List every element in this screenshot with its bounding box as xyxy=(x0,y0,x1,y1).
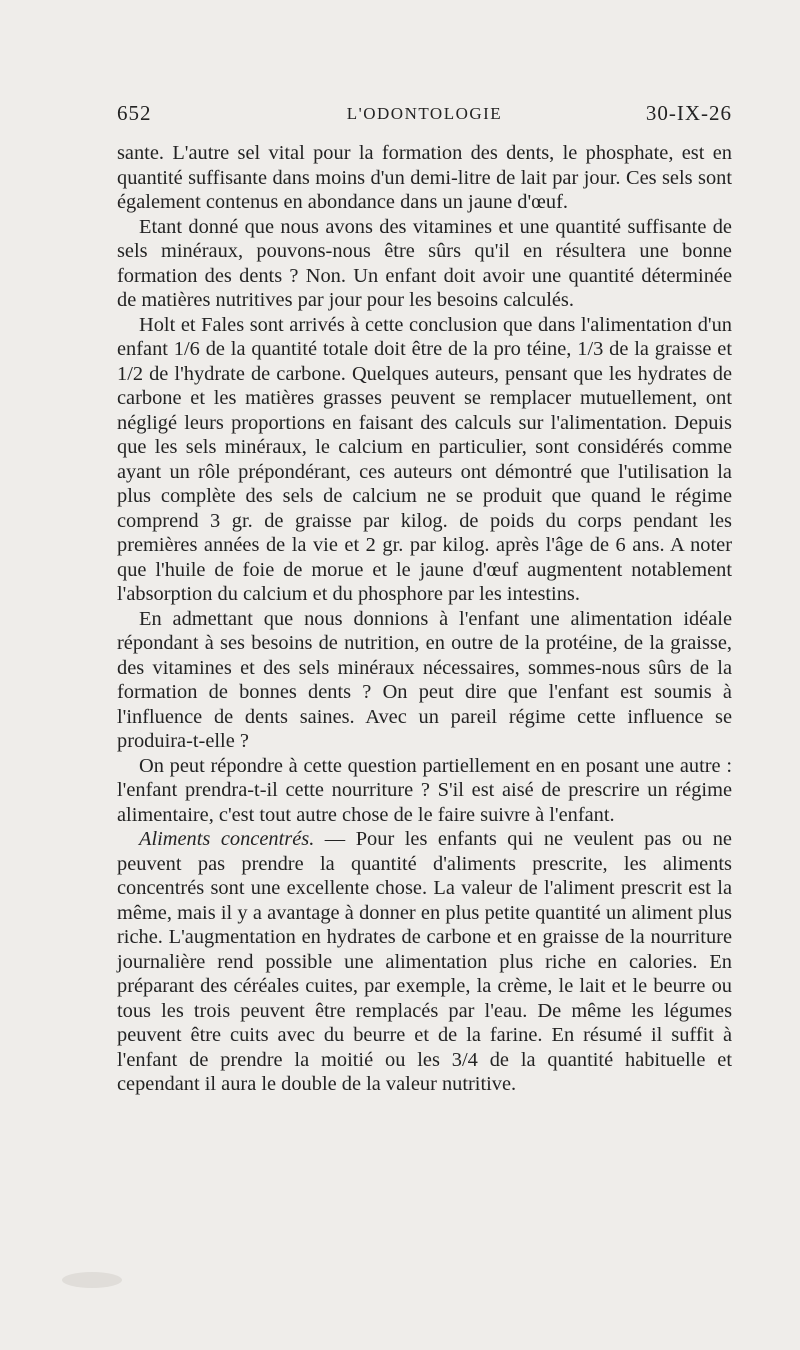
paragraph xyxy=(117,607,732,754)
paragraph-text: Holt et Fales sont arrivés à cette conclusion que dans l'alimentation d'un enfant 1/6 de la quantité totale doit être de la pro téine, 1/3 de la graisse et 1/2 de l'hydrate de carbone. Quelques auteurs, pensant que les hydrates de carbone et les matières grasses peuvent se remplacer mutuellement, ont négligé leurs proportions en faisant des calculs sur l'alimentation. Depuis que les sels minéraux, le calcium en particulier, sont considérés comme ayant un rôle prépondérant, ces auteurs ont démontré que l'utilisation la plus complète des sels de calcium ne se produit que quand le régime comprend 3 gr. de graisse par kilog. de poids du corps pendant les premières années de la vie et 2 gr. par kilog. après l'âge de 6 ans. A noter que l'huile de foie de morue et le jaune d'œuf augmentent notablement l'absorption du calcium et du phosphore par les intestins. xyxy=(117,313,732,605)
paragraph-text: En admettant que nous donnions à l'enfant une alimentation idéale répondant à ses besoins de nutrition, en outre de la protéine, de la graisse, des vitamines et des sels minéraux nécessaires, sommes-nous sûrs de la formation de bonnes dents ? On peut dire que l'enfant est soumis à l'influence de dents saines. Avec un pareil régime cette influence se produira-t-elle ? xyxy=(117,607,732,752)
paragraph-text: On peut répondre à cette question partiellement en en posant une autre : l'enfant prendra-t-il cette nourriture ? S'il est aisé de prescrire un régime alimentaire, c'est tout autre chose de le faire suivre à l'enfant. xyxy=(117,754,732,826)
paragraph xyxy=(117,313,732,607)
running-header xyxy=(117,101,732,131)
paragraph xyxy=(117,754,732,828)
section-text: Pour les enfants qui ne veulent pas ou ne peuvent pas prendre la quantité d'aliments prescrite, les aliments concentrés sont une excellente chose. La valeur de l'aliment prescrit est la même, mais il y a avantage à donner en plus petite quantité un aliment plus riche. L'augmentation en hydrates de carbone et en graisse de la nourriture journalière rend possible une alimentation plus riche en calories. En préparant des céréales cuites, par exemple, la crème, le lait et le beurre ou tous les trois peuvent être remplacés par l'eau. De même les légumes peuvent être cuits avec du beurre et de la farine. En résumé il suffit à l'enfant de prendre la moitié ou les 3/4 de la quantité habituelle et cependant il aura le double de la valeur nutritive. xyxy=(117,828,732,1095)
section-heading: Aliments concentrés. xyxy=(139,828,315,850)
body-text xyxy=(117,141,732,1097)
paragraph-text: Etant donné que nous avons des vitamines et une quantité suffisante de sels minéraux, pouvons-nous être sûrs qu'il en résultera une bonne formation des dents ? Non. Un enfant doit avoir une quantité déterminée de matières nutritives par jour pour les besoins calculés. xyxy=(117,215,732,311)
paper-smudge xyxy=(62,1272,122,1288)
section-dash: — xyxy=(314,828,356,850)
page-number: 652 xyxy=(117,101,152,125)
running-title: L'ODONTOLOGIE xyxy=(346,104,503,123)
paragraph xyxy=(117,215,732,313)
issue-date: 30-IX-26 xyxy=(645,101,732,125)
section-paragraph xyxy=(117,827,732,1097)
paragraph: sante. L'autre sel vital pour la formation des dents, le phosphate, est en quantité suffisante dans moins d'un demi-litre de lait par jour. Ces sels sont également contenus en abondance dans un jaune d'œuf. xyxy=(117,142,732,213)
